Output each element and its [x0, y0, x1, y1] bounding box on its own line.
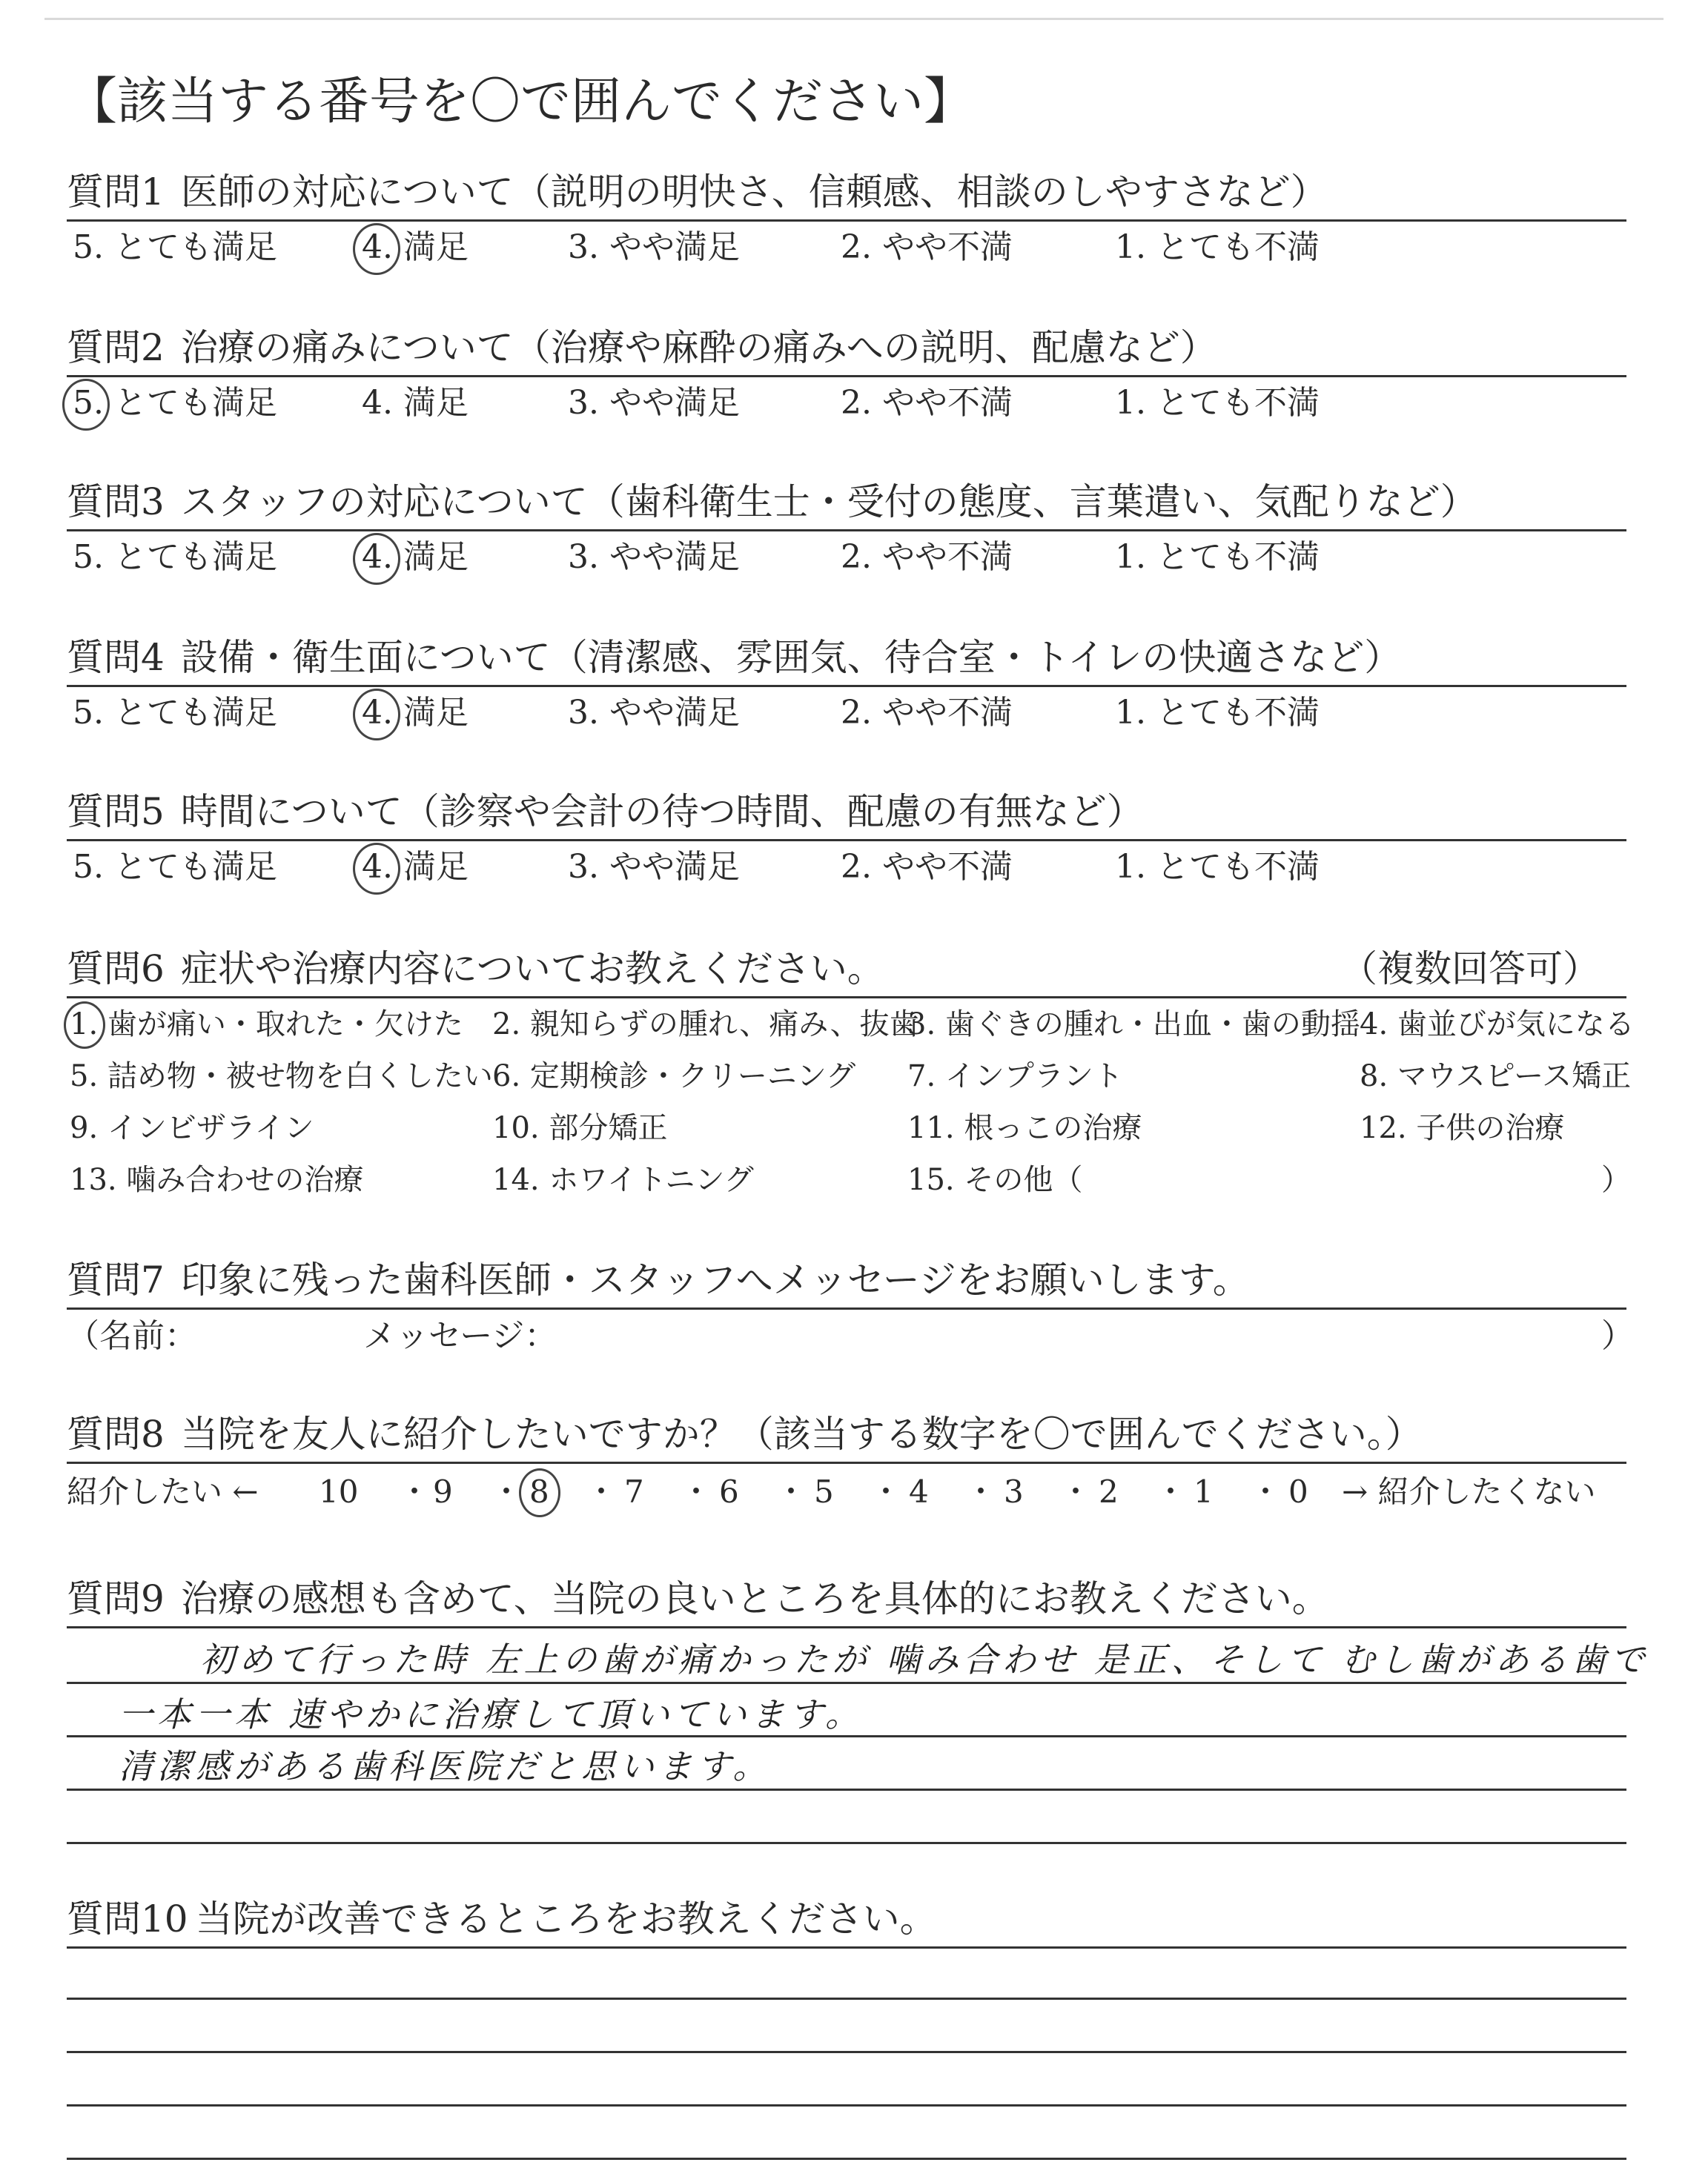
- ruled-line: [67, 1735, 1626, 1737]
- scale-value-3[interactable]: 3: [1004, 1474, 1024, 1510]
- rating-option-4[interactable]: 4. 満足: [362, 384, 469, 422]
- question-number: 質問6: [67, 947, 165, 990]
- question-text: 時間について（診察や会計の待つ時間、配慮の有無など）: [180, 790, 1144, 833]
- other-close-paren: ）: [1601, 1163, 1631, 1197]
- scale-value-7[interactable]: 7: [624, 1474, 644, 1510]
- question-7: [67, 1253, 1634, 1363]
- rating-option-1[interactable]: 1. とても不満: [1115, 538, 1320, 576]
- question-text: スタッフの対応について（歯科衛生士・受付の態度、言葉遣い、気配りなど）: [180, 480, 1477, 523]
- rating-option-3[interactable]: 3. やや満足: [568, 538, 740, 576]
- question-header: [67, 630, 1626, 687]
- recommend-right-label: → 紹介したくない: [1342, 1474, 1596, 1510]
- scale-dot: ・: [870, 1474, 902, 1510]
- scale-value-8[interactable]: 8: [529, 1474, 549, 1510]
- selection-circle: [519, 1468, 560, 1517]
- symptom-option-8[interactable]: 8. マウスピース矯正: [1360, 1059, 1632, 1093]
- symptom-option-14[interactable]: 14. ホワイトニング: [492, 1163, 754, 1197]
- question-8: [67, 1407, 1626, 1522]
- symptom-option-15[interactable]: 15. その他（: [907, 1163, 1083, 1197]
- question-header: [67, 784, 1626, 841]
- scale-dot: ・: [586, 1474, 618, 1510]
- page-title: 【該当する番号を〇で囲んでください】: [67, 73, 975, 131]
- question-9: [67, 1571, 1649, 1940]
- rating-option-1[interactable]: 1. とても不満: [1115, 694, 1320, 732]
- scale-dot: ・: [1060, 1474, 1092, 1510]
- ruled-line: [67, 1998, 1626, 2000]
- question-number: 質問8: [67, 1413, 165, 1456]
- symptom-option-3[interactable]: 3. 歯ぐきの腫れ・出血・歯の動揺: [907, 1007, 1360, 1041]
- scale-dot: ・: [1155, 1474, 1187, 1510]
- symptom-option-9[interactable]: 9. インビザライン: [70, 1111, 314, 1145]
- scale-dot: ・: [681, 1474, 712, 1510]
- rating-option-2[interactable]: 2. やや不満: [841, 228, 1013, 266]
- symptom-option-6[interactable]: 6. 定期検診・クリーニング: [492, 1059, 856, 1093]
- ruled-line: [67, 2051, 1626, 2053]
- symptom-option-1[interactable]: 1. 歯が痛い・取れた・欠けた: [70, 1007, 463, 1041]
- scale-dot: ・: [775, 1474, 807, 1510]
- rating-option-3[interactable]: 3. やや満足: [568, 694, 740, 732]
- question-6: [67, 941, 1635, 1206]
- question-text: 治療の感想も含めて、当院の良いところを具体的にお教えください。: [180, 1577, 1329, 1620]
- handwritten-answer-line-3: 清潔感がある歯科医院だと思います。: [119, 1746, 772, 1786]
- question-header: [67, 1892, 1626, 1949]
- symptom-option-12[interactable]: 12. 子供の治療: [1360, 1111, 1565, 1145]
- multiple-answer-note: （複数回答可）: [1340, 947, 1600, 990]
- symptom-option-11[interactable]: 11. 根っこの治療: [907, 1111, 1142, 1145]
- symptom-options: [67, 998, 1635, 1206]
- rating-option-2[interactable]: 2. やや不満: [841, 384, 1013, 422]
- top-divider: [44, 18, 1664, 20]
- ruled-line: [67, 1682, 1626, 1684]
- rating-options: [67, 687, 1626, 739]
- question-number: 質問1: [67, 170, 165, 213]
- selection-circle: [62, 379, 110, 431]
- scale-dot: ・: [965, 1474, 997, 1510]
- rating-option-1[interactable]: 1. とても不満: [1115, 228, 1320, 266]
- scale-value-1[interactable]: 1: [1194, 1474, 1214, 1510]
- recommend-left-label: 紹介したい ←: [67, 1474, 259, 1510]
- rating-options: [67, 531, 1626, 583]
- rating-option-3[interactable]: 3. やや満足: [568, 848, 740, 886]
- rating-option-5[interactable]: 5. とても満足: [73, 694, 277, 732]
- symptom-option-10[interactable]: 10. 部分矯正: [492, 1111, 668, 1145]
- selection-circle: [64, 1001, 105, 1049]
- scale-value-0[interactable]: 0: [1288, 1474, 1308, 1510]
- question-number: 質問2: [67, 326, 165, 369]
- scale-value-9[interactable]: 9: [433, 1474, 453, 1510]
- question-text: 医師の対応について（説明の明快さ、信頼感、相談のしやすさなど）: [180, 170, 1328, 213]
- question-text: 印象に残った歯科医師・スタッフへメッセージをお願いします。: [180, 1259, 1250, 1302]
- scale-dot: ・: [399, 1474, 431, 1510]
- name-label: （名前：: [67, 1317, 197, 1355]
- symptom-option-4[interactable]: 4. 歯並びが気になる: [1360, 1007, 1635, 1041]
- rating-option-2[interactable]: 2. やや不満: [841, 694, 1013, 732]
- question-header: [67, 165, 1626, 222]
- rating-option-5[interactable]: 5. とても満足: [73, 228, 277, 266]
- recommend-scale: [67, 1464, 1626, 1522]
- question-5: [67, 784, 1626, 893]
- handwritten-answer-line-1: 初めて行った時 左上の歯が痛かったが 噛み合わせ 是正、そして むし歯がある歯で: [200, 1640, 1649, 1680]
- scale-value-4[interactable]: 4: [909, 1474, 929, 1510]
- rating-option-3[interactable]: 3. やや満足: [568, 228, 740, 266]
- question-2: [67, 320, 1626, 429]
- rating-options: [67, 222, 1626, 274]
- question-text: 症状や治療内容についてお教えください。: [180, 947, 884, 990]
- symptom-option-7[interactable]: 7. インプラント: [907, 1059, 1123, 1093]
- question-number: 質問10: [67, 1897, 188, 1940]
- rating-option-4[interactable]: 4. 満足: [362, 694, 469, 732]
- selection-circle: [353, 223, 400, 275]
- selection-circle: [353, 533, 400, 585]
- question-number: 質問3: [67, 480, 165, 523]
- answer-area[interactable]: [67, 1949, 1626, 2171]
- message-close-paren: ）: [1601, 1317, 1634, 1355]
- rating-options: [67, 841, 1626, 893]
- message-label: メッセージ：: [363, 1317, 557, 1355]
- rating-options: [67, 377, 1626, 429]
- symptom-option-5[interactable]: 5. 詰め物・被せ物を白くしたい: [70, 1059, 493, 1093]
- question-4: [67, 630, 1626, 739]
- question-text: 設備・衛生面について（清潔感、雰囲気、待合室・トイレの快適さなど）: [180, 636, 1402, 679]
- message-row: [67, 1310, 1634, 1363]
- rating-option-4[interactable]: 4. 満足: [362, 228, 469, 266]
- rating-option-5[interactable]: 5. とても満足: [73, 384, 277, 422]
- question-1: [67, 165, 1626, 274]
- selection-circle: [353, 689, 400, 740]
- question-number: 質問5: [67, 790, 165, 833]
- selection-circle: [353, 843, 400, 895]
- ruled-line: [67, 2104, 1626, 2107]
- question-text: 治療の痛みについて（治療や麻酔の痛みへの説明、配慮など）: [180, 326, 1217, 369]
- question-header: [67, 1571, 1626, 1628]
- rating-option-1[interactable]: 1. とても不満: [1115, 384, 1320, 422]
- handwritten-answer-line-2: 一本一本 速やかに治療して頂いています。: [119, 1694, 864, 1734]
- question-header: [67, 474, 1626, 531]
- question-text: 当院が改善できるところをお教えください。: [195, 1897, 937, 1940]
- symptom-option-13[interactable]: 13. 噛み合わせの治療: [70, 1163, 364, 1197]
- scale-dot: ・: [491, 1474, 523, 1510]
- ruled-line: [67, 1789, 1626, 1791]
- question-number: 質問9: [67, 1577, 165, 1620]
- scale-dot: ・: [1250, 1474, 1282, 1510]
- rating-option-5[interactable]: 5. とても満足: [73, 848, 277, 886]
- question-3: [67, 474, 1626, 583]
- question-header: [67, 320, 1626, 377]
- question-number: 質問7: [67, 1259, 165, 1302]
- question-number: 質問4: [67, 636, 165, 679]
- question-text: 当院を友人に紹介したいですか？（該当する数字を〇で囲んでください。）: [180, 1413, 1423, 1456]
- question-header: [67, 1253, 1626, 1310]
- question-10: [67, 1892, 1626, 2171]
- rating-option-4[interactable]: 4. 満足: [362, 848, 469, 886]
- question-header: [67, 1407, 1626, 1464]
- rating-option-5[interactable]: 5. とても満足: [73, 538, 277, 576]
- rating-option-2[interactable]: 2. やや不満: [841, 848, 1013, 886]
- scale-value-6[interactable]: 6: [719, 1474, 739, 1510]
- rating-option-4[interactable]: 4. 満足: [362, 538, 469, 576]
- scale-value-10[interactable]: 10: [319, 1474, 359, 1510]
- rating-option-3[interactable]: 3. やや満足: [568, 384, 740, 422]
- rating-option-1[interactable]: 1. とても不満: [1115, 848, 1320, 886]
- scale-value-5[interactable]: 5: [814, 1474, 834, 1510]
- scale-value-2[interactable]: 2: [1099, 1474, 1119, 1510]
- symptom-option-2[interactable]: 2. 親知らずの腫れ、痛み、抜歯: [492, 1007, 919, 1041]
- rating-option-2[interactable]: 2. やや不満: [841, 538, 1013, 576]
- ruled-line: [67, 1842, 1626, 1844]
- question-header: [67, 941, 1626, 998]
